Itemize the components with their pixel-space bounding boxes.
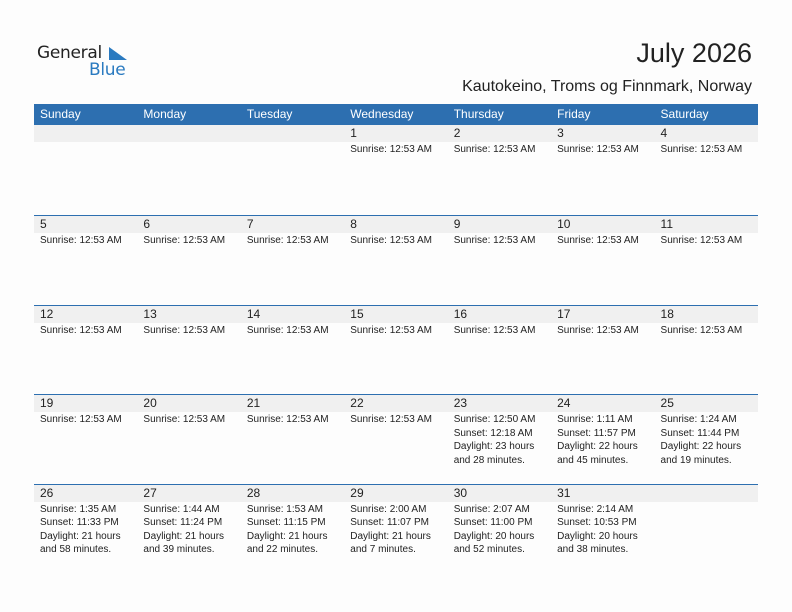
day-cell-17 — [551, 306, 654, 395]
day-number: 28 — [246, 485, 261, 500]
empty-day-cell — [34, 125, 137, 215]
sun-info — [247, 412, 344, 427]
sun-info-line: Sunrise: 12:50 AM — [453, 414, 536, 425]
day-cell-10 — [551, 216, 654, 305]
day-cell-24 — [551, 395, 654, 484]
day-cell-1 — [344, 125, 447, 215]
sun-info — [40, 142, 137, 143]
sun-info-line: Sunrise: 12:53 AM — [246, 324, 329, 336]
day-cell-22 — [344, 395, 447, 484]
sun-info-line: Daylight: 23 hours — [453, 441, 535, 452]
day-number: 16 — [453, 306, 468, 321]
empty-day-cell — [241, 125, 344, 215]
sun-info-line: Sunset: 11:44 PM — [660, 427, 740, 439]
sun-info — [247, 233, 344, 248]
sun-info-line: Daylight: 21 hours — [350, 530, 431, 542]
day-cell-18 — [655, 306, 758, 395]
sun-info — [661, 412, 758, 467]
weekday-monday: Monday — [143, 107, 187, 121]
sun-info — [454, 142, 551, 157]
sun-info-line: Sunrise: 2:14 AM — [557, 503, 634, 515]
sun-info — [661, 233, 758, 248]
sun-info-line: Sunrise: 12:53 AM — [246, 235, 329, 246]
sun-info — [557, 233, 654, 248]
sun-info-line: Sunrise: 12:53 AM — [350, 235, 432, 246]
sun-info-line: Sunrise: 1:11 AM — [557, 414, 633, 425]
empty-day-cell — [137, 125, 240, 215]
day-cell-9 — [448, 216, 551, 305]
sun-info — [454, 323, 551, 338]
day-number: 12 — [40, 306, 54, 321]
sun-info — [40, 412, 137, 427]
page-title: July 2026 — [636, 38, 752, 68]
sun-info-line: Sunset: 12:18 AM — [453, 427, 533, 439]
day-cell-15 — [344, 306, 447, 395]
sun-info — [40, 233, 137, 248]
day-number — [143, 125, 240, 142]
day-number: 6 — [143, 217, 151, 231]
sun-info-line: Sunrise: 12:53 AM — [350, 414, 432, 425]
sun-info-line: Sunset: 11:33 PM — [40, 517, 119, 528]
day-cell-28 — [241, 485, 344, 574]
sun-info — [143, 142, 240, 143]
weekday-wednesday: Wednesday — [350, 107, 414, 121]
day-cell-16 — [448, 306, 551, 395]
day-cell-27 — [137, 485, 240, 574]
sun-info-line: Sunrise: 12:53 AM — [143, 235, 226, 246]
sun-info-line: Sunrise: 12:53 AM — [453, 324, 536, 336]
sun-info-line: Daylight: 21 hours — [246, 530, 328, 542]
day-number: 11 — [660, 217, 673, 231]
logo-triangle-icon — [109, 47, 127, 60]
day-number: 13 — [143, 306, 157, 321]
week-row — [34, 125, 758, 215]
sun-info — [350, 233, 447, 248]
empty-day-cell — [655, 485, 758, 574]
day-cell-19 — [34, 395, 137, 484]
day-cell-13 — [137, 306, 240, 395]
day-number: 10 — [557, 217, 571, 231]
sun-info-line: Sunrise: 12:53 AM — [350, 324, 432, 336]
weekday-sunday: Sunday — [40, 107, 81, 121]
day-number — [40, 125, 137, 142]
sun-info — [247, 502, 344, 557]
sun-info — [350, 142, 447, 157]
sun-info-line: Sunrise: 12:53 AM — [143, 324, 226, 336]
sun-info-line: Sunrise: 12:53 AM — [40, 414, 122, 425]
week-row — [34, 305, 758, 395]
day-number — [661, 485, 758, 502]
sun-info-line: and 38 minutes. — [557, 544, 629, 555]
day-cell-31 — [551, 485, 654, 574]
day-cell-11 — [655, 216, 758, 305]
sun-info-line: Sunrise: 12:53 AM — [660, 235, 743, 246]
sun-info — [40, 502, 137, 557]
sun-info-line: Sunrise: 12:53 AM — [557, 144, 639, 155]
sun-info — [557, 412, 654, 467]
day-number: 24 — [557, 396, 571, 410]
day-number — [247, 125, 344, 142]
sun-info-line: and 58 minutes. — [40, 544, 112, 555]
sun-info-line: and 52 minutes. — [453, 544, 525, 555]
day-number: 15 — [350, 306, 364, 321]
sun-info — [143, 412, 240, 427]
day-number: 23 — [453, 396, 468, 410]
sun-info — [661, 502, 758, 503]
day-cell-5 — [34, 216, 137, 305]
day-number: 3 — [557, 126, 564, 140]
calendar-grid — [34, 104, 758, 573]
sun-info-line: Daylight: 22 hours — [660, 441, 742, 452]
sun-info-line: Sunrise: 12:53 AM — [660, 144, 743, 155]
sun-info — [143, 323, 240, 338]
sun-info — [40, 323, 137, 338]
logo-text-general: General — [37, 43, 102, 63]
day-cell-26 — [34, 485, 137, 574]
sun-info-line: Sunset: 11:24 PM — [143, 517, 223, 528]
day-number: 7 — [246, 217, 254, 231]
sun-info-line: Sunrise: 2:07 AM — [453, 503, 530, 515]
day-number: 31 — [557, 485, 571, 500]
day-number: 4 — [660, 126, 668, 140]
generalblue-logo — [37, 43, 137, 83]
sun-info — [454, 412, 551, 467]
sun-info-line: Sunset: 11:15 PM — [246, 517, 326, 528]
weekday-header-row — [34, 104, 758, 125]
sun-info-line: Sunrise: 12:53 AM — [557, 235, 639, 246]
sun-info-line: and 19 minutes. — [660, 454, 732, 466]
week-row — [34, 394, 758, 484]
sun-info-line: Sunrise: 12:53 AM — [557, 324, 639, 336]
weekday-thursday: Thursday — [453, 107, 504, 121]
sun-info-line: Sunrise: 1:24 AM — [660, 414, 737, 425]
location-subtitle: Kautokeino, Troms og Finnmark, Norway — [462, 78, 752, 95]
day-cell-12 — [34, 306, 137, 395]
sun-info — [661, 323, 758, 338]
sun-info-line: Sunrise: 2:00 AM — [350, 503, 427, 515]
sun-info-line: Sunrise: 12:53 AM — [350, 144, 432, 155]
sun-info — [454, 502, 551, 557]
sun-info-line: Sunset: 10:53 PM — [557, 517, 637, 528]
day-cell-6 — [137, 216, 240, 305]
sun-info-line: Sunrise: 12:53 AM — [246, 414, 329, 425]
sun-info-line: and 45 minutes. — [557, 454, 629, 466]
day-number: 2 — [453, 126, 461, 140]
day-number: 8 — [350, 217, 357, 231]
sun-info-line: Sunset: 11:07 PM — [350, 517, 430, 528]
day-number: 5 — [40, 217, 47, 231]
day-cell-30 — [448, 485, 551, 574]
sun-info-line: Sunrise: 12:53 AM — [40, 235, 122, 246]
day-number: 26 — [40, 485, 54, 500]
logo-text-blue: Blue — [89, 60, 126, 80]
week-row — [34, 484, 758, 574]
week-row — [34, 215, 758, 305]
day-number: 1 — [350, 126, 357, 140]
sun-info — [557, 142, 654, 157]
day-number: 21 — [246, 396, 261, 410]
day-number: 27 — [143, 485, 157, 500]
sun-info-line: Sunrise: 12:53 AM — [453, 235, 536, 246]
sun-info-line: Sunrise: 12:53 AM — [660, 324, 743, 336]
sun-info — [557, 502, 654, 557]
sun-info-line: Daylight: 21 hours — [40, 530, 121, 542]
day-cell-7 — [241, 216, 344, 305]
sun-info-line: Sunrise: 1:44 AM — [143, 503, 220, 515]
sun-info-line: Daylight: 20 hours — [557, 530, 638, 542]
day-number: 17 — [557, 306, 571, 321]
sun-info-line: and 7 minutes. — [350, 544, 416, 555]
day-number: 14 — [246, 306, 261, 321]
day-number: 9 — [453, 217, 461, 231]
sun-info — [557, 323, 654, 338]
sun-info — [247, 323, 344, 338]
weekday-saturday: Saturday — [660, 107, 709, 121]
sun-info-line: Sunset: 11:57 PM — [557, 427, 636, 439]
day-cell-25 — [655, 395, 758, 484]
day-cell-2 — [448, 125, 551, 215]
weekday-tuesday: Tuesday — [246, 107, 293, 121]
sun-info-line: and 39 minutes. — [143, 544, 215, 555]
day-cell-4 — [655, 125, 758, 215]
sun-info-line: Daylight: 22 hours — [557, 441, 638, 452]
day-number: 29 — [350, 485, 364, 500]
sun-info-line: Sunrise: 1:53 AM — [246, 503, 323, 515]
day-number: 18 — [660, 306, 674, 321]
weeks-container — [34, 125, 758, 573]
day-cell-20 — [137, 395, 240, 484]
sun-info-line: Daylight: 20 hours — [453, 530, 535, 542]
day-cell-23 — [448, 395, 551, 484]
sun-info — [143, 502, 240, 557]
sun-info-line: and 22 minutes. — [246, 544, 319, 555]
sun-info-line: Sunrise: 12:53 AM — [453, 144, 536, 155]
sun-info — [143, 233, 240, 248]
sun-info — [247, 142, 344, 143]
sun-info — [454, 233, 551, 248]
sun-info-line: Sunrise: 12:53 AM — [143, 414, 226, 425]
day-number: 19 — [40, 396, 54, 410]
day-number: 22 — [350, 396, 364, 410]
day-cell-8 — [344, 216, 447, 305]
weekday-friday: Friday — [557, 107, 591, 121]
day-cell-14 — [241, 306, 344, 395]
day-cell-3 — [551, 125, 654, 215]
day-number: 25 — [660, 396, 674, 410]
day-cell-21 — [241, 395, 344, 484]
sun-info — [350, 323, 447, 338]
day-number: 20 — [143, 396, 157, 410]
sun-info — [350, 412, 447, 427]
sun-info-line: Sunrise: 1:35 AM — [40, 503, 117, 515]
sun-info-line: Daylight: 21 hours — [143, 530, 225, 542]
day-cell-29 — [344, 485, 447, 574]
sun-info-line: Sunset: 11:00 PM — [453, 517, 533, 528]
sun-info — [350, 502, 447, 557]
sun-info-line: Sunrise: 12:53 AM — [40, 324, 122, 336]
sun-info — [661, 142, 758, 157]
day-number: 30 — [453, 485, 468, 500]
sun-info-line: and 28 minutes. — [453, 454, 525, 466]
